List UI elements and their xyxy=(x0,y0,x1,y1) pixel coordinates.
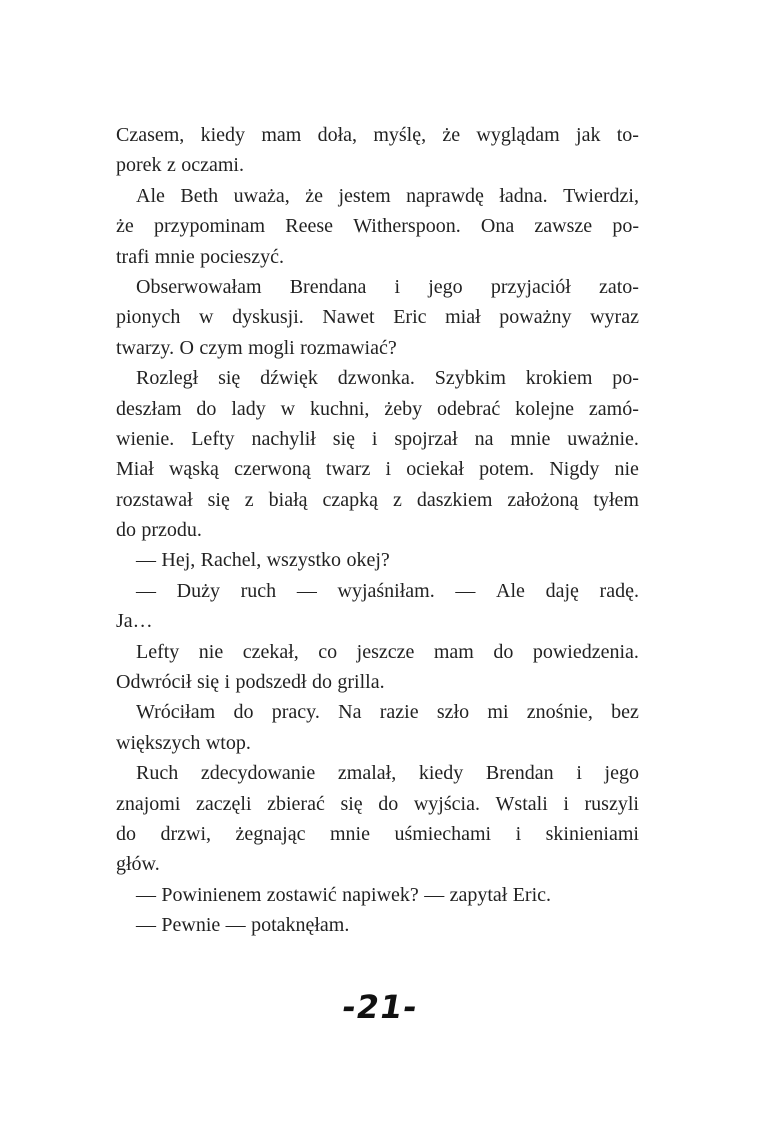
word: mnie xyxy=(329,822,370,845)
word: przodu. xyxy=(141,519,202,542)
word: Ale xyxy=(136,184,165,207)
text-line xyxy=(116,880,639,910)
word: do xyxy=(493,640,514,663)
word: nie xyxy=(614,458,639,481)
word: dyskusji. xyxy=(232,306,304,329)
word: razie xyxy=(379,701,419,724)
word: skinieniami xyxy=(545,822,639,845)
word: uważnie. xyxy=(567,427,639,450)
text-line xyxy=(116,120,639,150)
word: zato- xyxy=(599,275,639,298)
word: — xyxy=(136,579,156,602)
word: do xyxy=(378,792,399,815)
word: się xyxy=(340,792,363,815)
word: lady xyxy=(231,397,266,420)
word: zmalał, xyxy=(337,762,397,785)
word: dźwięk xyxy=(260,367,318,390)
text-line xyxy=(116,819,639,849)
word: białą xyxy=(268,488,308,511)
word: do xyxy=(233,701,254,724)
word: potem. xyxy=(479,458,535,481)
word: Hej, xyxy=(161,549,196,572)
word: Beth xyxy=(180,184,219,207)
word: przyjaciół xyxy=(490,275,571,298)
word: uśmiechami xyxy=(394,822,492,845)
word: Ruch xyxy=(136,762,179,785)
word: z xyxy=(166,154,176,177)
word: znośnie, xyxy=(526,701,593,724)
text-line xyxy=(116,849,639,879)
word: jak xyxy=(576,124,601,146)
word: spojrzał xyxy=(394,427,458,450)
word: odebrać xyxy=(436,397,501,420)
word: powiedzenia. xyxy=(532,640,639,663)
word: większych xyxy=(116,731,201,754)
word: Lefty xyxy=(136,640,180,663)
word: założoną xyxy=(507,488,579,511)
word: napiwek? xyxy=(342,883,419,906)
word: kolejne xyxy=(515,397,575,420)
word: nie xyxy=(198,640,224,663)
word: do xyxy=(311,671,332,694)
word: że xyxy=(442,124,461,146)
word: z xyxy=(244,488,254,511)
word: do xyxy=(196,397,217,420)
word: mnie xyxy=(510,427,551,450)
text-line xyxy=(116,454,639,484)
word: i xyxy=(515,822,522,845)
word: że xyxy=(305,184,323,207)
word: uważa, xyxy=(233,184,290,207)
word: bez xyxy=(611,701,639,724)
text-line xyxy=(116,789,639,819)
word: kuchni, xyxy=(309,397,370,420)
word: zdecydowanie xyxy=(200,762,316,785)
word: — xyxy=(136,549,156,572)
word: rozmawiać? xyxy=(300,336,397,359)
word: czerwoną xyxy=(234,458,311,481)
word: Wróciłam xyxy=(136,701,216,724)
word: i xyxy=(224,671,231,694)
word: Eric xyxy=(393,306,427,329)
word: ładna. xyxy=(499,184,548,207)
word: dzwonka. xyxy=(337,367,415,390)
word: tyłem xyxy=(593,488,639,511)
word: wąską xyxy=(168,458,219,481)
text-line xyxy=(116,363,639,393)
text-line xyxy=(116,545,639,575)
text-line xyxy=(116,394,639,424)
word: jego xyxy=(604,762,639,785)
word: na xyxy=(474,427,494,450)
word: trafi xyxy=(116,245,150,268)
word: Rachel, xyxy=(200,549,262,572)
word: jego xyxy=(428,275,463,298)
word: kiedy xyxy=(200,124,246,146)
word: — xyxy=(136,883,156,906)
text-line xyxy=(116,576,639,606)
word: i xyxy=(563,792,569,815)
word: wyjaśniłam. xyxy=(337,579,435,602)
word: i xyxy=(385,458,392,481)
word: twarz xyxy=(325,458,371,481)
word: że xyxy=(116,215,134,238)
word: zostawić xyxy=(266,883,337,906)
word: Szybkim xyxy=(434,367,506,390)
word: O xyxy=(179,336,194,359)
word: mi xyxy=(487,701,509,724)
word: miał xyxy=(445,306,481,329)
text-line xyxy=(116,333,639,363)
word: Powinienem xyxy=(161,883,262,906)
text-line xyxy=(116,910,639,940)
word: Nawet xyxy=(322,306,375,329)
word: jeszcze xyxy=(356,640,415,663)
word: — xyxy=(424,883,445,906)
text-line xyxy=(116,758,639,788)
text-line xyxy=(116,181,639,211)
word: co xyxy=(318,640,338,663)
word: to- xyxy=(616,124,639,146)
word: do xyxy=(116,519,136,542)
word: z xyxy=(392,488,402,511)
word: wyraz xyxy=(590,306,639,329)
word: zawsze xyxy=(534,215,593,238)
word: po- xyxy=(612,215,639,238)
word: rozstawał xyxy=(116,488,193,511)
word: Brendana xyxy=(289,275,367,298)
word: Pewnie xyxy=(161,914,221,937)
text-line xyxy=(116,728,639,758)
word: wyjścia. xyxy=(413,792,480,815)
word: Odwrócił xyxy=(116,671,192,694)
word: okej? xyxy=(346,549,390,572)
page-number: -21- xyxy=(339,988,421,1026)
word: potaknęłam. xyxy=(251,914,350,937)
text-line xyxy=(116,485,639,515)
word: znajomi xyxy=(116,792,181,815)
word: myślę, xyxy=(373,124,427,146)
text-line xyxy=(116,667,639,697)
word: się xyxy=(196,671,220,694)
word: mogli xyxy=(248,336,295,359)
word: Reese xyxy=(285,215,333,238)
word: ociekał xyxy=(406,458,464,481)
word: wszystko xyxy=(266,549,342,572)
word: Nigdy xyxy=(549,458,600,481)
word: deszłam xyxy=(116,397,182,420)
word: pracy. xyxy=(271,701,320,724)
word: w xyxy=(280,397,296,420)
word: zaczęli xyxy=(196,792,252,815)
word: czym xyxy=(199,336,243,359)
word: doła, xyxy=(317,124,358,146)
word: i xyxy=(576,762,582,785)
word: głów. xyxy=(116,853,160,876)
word: Miał xyxy=(116,458,154,481)
text-line xyxy=(116,211,639,241)
word: pionych xyxy=(116,306,181,329)
word: — xyxy=(296,579,317,602)
word: wtop. xyxy=(205,731,251,754)
word: radę. xyxy=(599,579,639,602)
text-line xyxy=(116,637,639,667)
word: po- xyxy=(612,367,639,390)
word: grilla. xyxy=(337,671,385,694)
text-line xyxy=(116,150,639,180)
word: pocieszyć. xyxy=(200,245,284,268)
word: drzwi, xyxy=(160,822,212,845)
word: w xyxy=(199,306,214,329)
word: twarzy. xyxy=(116,336,175,359)
word: ruch xyxy=(240,579,277,602)
word: się xyxy=(332,427,355,450)
word: mam xyxy=(433,640,474,663)
word: wyglądam xyxy=(476,124,560,146)
word: jestem xyxy=(338,184,391,207)
word: się xyxy=(207,488,230,511)
word: żeby xyxy=(384,397,423,420)
text-line xyxy=(116,302,639,332)
word: żegnając xyxy=(235,822,306,845)
word: podszedł xyxy=(235,671,307,694)
word: Rozległ xyxy=(136,367,199,390)
word: Twierdzi, xyxy=(563,184,639,207)
word: mam xyxy=(261,124,302,146)
word: czekał, xyxy=(242,640,299,663)
word: krokiem xyxy=(525,367,593,390)
word: naprawdę xyxy=(406,184,484,207)
word: Obserwowałam xyxy=(136,275,262,298)
word: nachylił xyxy=(251,427,316,450)
word: — xyxy=(455,579,476,602)
word: i xyxy=(394,275,401,298)
word: przypominam xyxy=(153,215,266,238)
word: Witherspoon. xyxy=(353,215,461,238)
word: zapytał xyxy=(449,883,508,906)
text-line xyxy=(116,242,639,272)
word: Ale xyxy=(496,579,525,602)
text-line xyxy=(116,697,639,727)
word: Na xyxy=(338,701,362,724)
text-line xyxy=(116,424,639,454)
word: szło xyxy=(436,701,470,724)
text-line xyxy=(116,606,639,636)
body-text xyxy=(116,120,639,941)
word: czapką xyxy=(322,488,379,511)
word: zbierać xyxy=(267,792,325,815)
text-line xyxy=(116,272,639,302)
word: Czasem, xyxy=(116,124,185,146)
word: porek xyxy=(116,154,162,177)
word: — xyxy=(225,914,246,937)
text-line xyxy=(116,515,639,545)
word: poważny xyxy=(499,306,572,329)
word: Duży xyxy=(176,579,220,602)
word: — xyxy=(136,914,156,937)
word: do xyxy=(116,822,136,845)
word: Eric. xyxy=(512,883,552,906)
word: i xyxy=(371,427,378,450)
word: Brendan xyxy=(485,762,554,785)
word: się xyxy=(218,367,241,390)
word: Ona xyxy=(480,215,515,238)
word: Wstali xyxy=(495,792,548,815)
word: ruszyli xyxy=(584,792,639,815)
word: wienie. xyxy=(116,427,175,450)
word: mnie xyxy=(154,245,195,268)
word: zamó- xyxy=(588,397,639,420)
word: kiedy xyxy=(418,762,464,785)
word: Lefty xyxy=(191,427,235,450)
word: oczami. xyxy=(181,154,244,177)
word: Ja… xyxy=(116,610,153,633)
word: daję xyxy=(545,579,579,602)
word: daszkiem xyxy=(416,488,493,511)
